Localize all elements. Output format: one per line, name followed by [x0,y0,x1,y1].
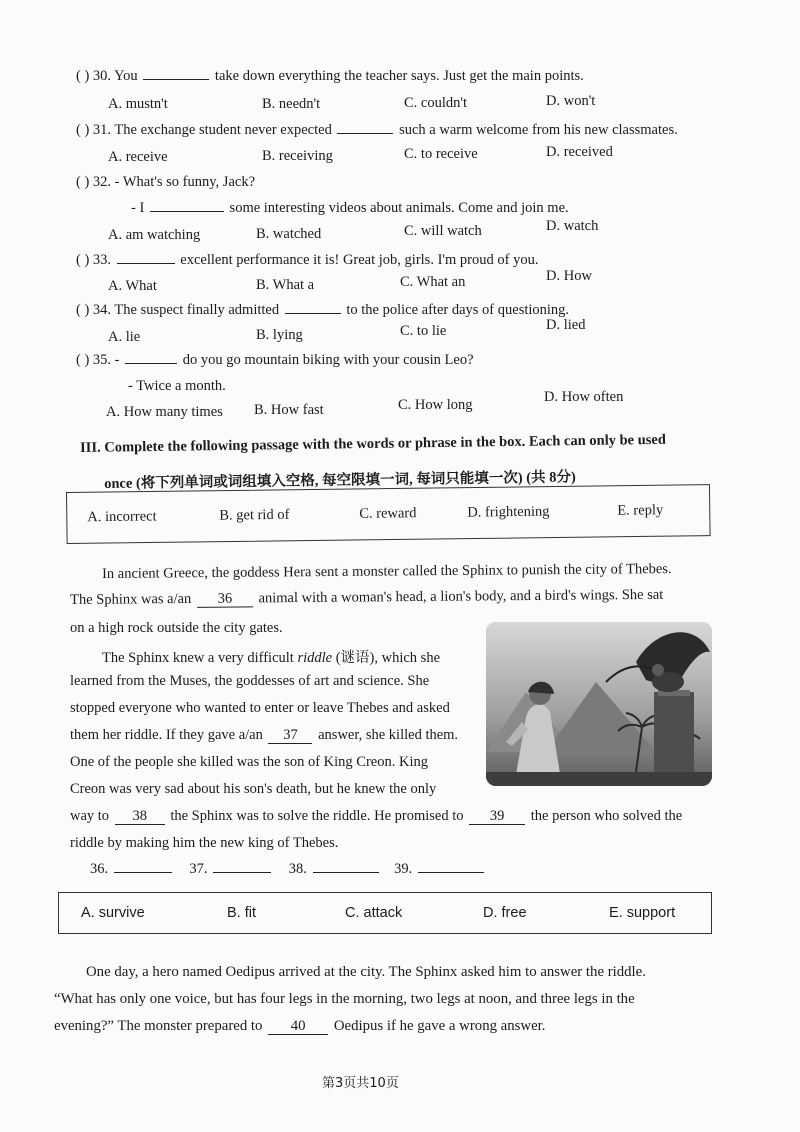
word-option: D. frightening [467,503,550,521]
text: The Sphinx was a/an [70,590,192,608]
answer-number: 36. [90,861,109,877]
option-a: A. am watching [108,227,201,243]
question-text-after: do you go mountain biking with your cousin Leo? [182,352,474,368]
question-32 [76,174,255,191]
word-option: D. free [483,905,527,921]
para2-line1 [102,646,440,667]
option-d: D. won't [546,93,596,109]
option-a: A. lie [108,329,141,345]
text: The Sphinx knew a very difficult [102,650,294,666]
option-a: A. How many times [106,404,223,420]
option-a: A. What [108,278,157,294]
option-b: B. needn't [262,96,321,112]
answer-bracket[interactable]: ( ) [76,174,90,190]
answer-bracket[interactable]: ( ) [76,302,90,318]
text: Oedipus if he gave a wrong answer. [333,1018,546,1034]
question-text-after: such a warm welcome from his new classmates. [399,122,678,138]
option-a: A. mustn't [108,96,168,112]
answer-number: 39. [394,861,413,877]
question-text-after: to the police after days of questioning. [346,302,570,318]
question-number: 31. [92,122,112,138]
text: way to [70,808,110,824]
question-text-before: You [114,68,138,84]
word-option: A. survive [81,905,145,921]
blank-40[interactable]: 40 [268,1018,328,1035]
word-option: C. reward [359,505,417,522]
answer-blank[interactable] [143,78,209,80]
word-option: C. attack [345,905,403,921]
option-b: B. watched [256,226,322,242]
question-number: 35. [92,352,112,368]
para3-line2: “What has only one voice, but has four legs in the morning, two legs at noon, and three legs in the [54,991,635,1007]
option-c: C. to receive [404,146,478,162]
answer-blank[interactable] [150,210,224,212]
text: them her riddle. If they gave a/an [70,727,263,743]
answer-blank-36[interactable] [114,871,172,873]
question-35-reply: - Twice a month. [128,378,226,394]
word-option: A. incorrect [87,508,157,526]
section-title: III. Complete the following passage with the words or phrase in the box. Each can only be used [80,431,666,456]
text: evening?” The monster prepared to [54,1018,263,1034]
answer-blank[interactable] [285,312,341,314]
option-c: C. How long [398,397,473,413]
option-b: B. How fast [254,402,324,418]
para2-line4 [70,727,458,744]
answer-blank-38[interactable] [313,871,379,873]
para1-line1: In ancient Greece, the goddess Hera sent a monster called the Sphinx to punish the city of Thebes. [102,561,672,582]
question-number: 30. [92,68,112,84]
option-c: C. What an [400,274,466,290]
option-b: B. receiving [262,148,333,164]
page-number: 第3页共10页 [322,1076,399,1091]
question-text-before: The suspect finally admitted [114,302,280,318]
question-number: 33. [92,252,112,268]
question-number: 32. [92,174,112,190]
question-32-line2 [131,200,569,217]
option-c: C. to lie [400,323,447,339]
text: answer, she killed them. [318,727,459,743]
option-c: C. will watch [404,223,482,239]
question-text-before: The exchange student never expected [114,122,332,138]
option-b: B. What a [256,277,315,293]
question-text-after: excellent performance it is! Great job, girls. I'm proud of you. [180,252,539,268]
answer-blank[interactable] [337,132,393,134]
section-title-line2: once (将下列单词或词组填入空格, 每空限填一词, 每词只能填一次) (共 8分) [104,469,576,492]
text: animal with a woman's head, a lion's body, and a bird's wings. She sat [258,586,664,607]
blank-37[interactable]: 37 [268,727,312,744]
answer-blank-39[interactable] [418,871,484,873]
option-b: B. lying [256,327,303,343]
answer-bracket[interactable]: ( ) [76,252,90,268]
para1-line3: on a high rock outside the city gates. [70,620,283,636]
para2-line7 [70,808,682,825]
answer-bracket[interactable]: ( ) [76,122,90,138]
question-text-before: - I [131,200,145,216]
question-34 [76,302,569,319]
option-d: D. How [546,268,592,284]
question-text-after: take down everything the teacher says. Just get the main points. [214,68,584,84]
answer-blank[interactable] [117,262,175,264]
option-d: D. watch [546,218,599,234]
question-text-before: - What's so funny, Jack? [114,174,255,190]
option-c: C. couldn't [404,95,468,111]
answer-bracket[interactable]: ( ) [76,68,90,84]
option-d: D. How often [544,389,624,405]
answer-row [90,861,486,878]
blank-38[interactable]: 38 [115,808,165,825]
question-text-before: - [114,352,120,368]
option-d: D. received [546,144,613,160]
word-option: B. get rid of [219,506,290,524]
question-31 [76,122,678,139]
answer-number: 38. [288,861,307,877]
para2-line5: One of the people she killed was the son of King Creon. King [70,754,428,770]
option-d: D. lied [546,317,586,333]
para2-line6: Creon was very sad about his son's death, but he knew the only [70,781,437,797]
answer-bracket[interactable]: ( ) [76,352,90,368]
riddle-word: riddle [297,650,333,666]
question-number: 34. [92,302,112,318]
word-box-2 [58,892,712,934]
word-option: E. support [609,905,676,921]
para2-line2: learned from the Muses, the goddesses of art and science. She [70,673,430,689]
question-30 [76,68,584,85]
sphinx-illustration [486,622,712,786]
para1-line2 [70,587,663,609]
word-box-1 [66,484,711,544]
answer-blank[interactable] [125,362,177,364]
text: the person who solved the [530,808,683,824]
blank-39[interactable]: 39 [469,808,525,825]
question-text-after: some interesting videos about animals. Come and join me. [229,200,569,216]
para2-line3: stopped everyone who wanted to enter or leave Thebes and asked [70,700,450,716]
question-33 [76,252,538,269]
question-35 [76,352,474,369]
word-option: E. reply [617,502,664,519]
option-a: A. receive [108,149,168,165]
text: the Sphinx was to solve the riddle. He promised to [170,808,464,824]
text: (谜语), which she [335,650,441,666]
answer-blank-37[interactable] [213,871,271,873]
para3-line3 [54,1018,545,1035]
answer-number: 37. [189,861,208,877]
blank-36[interactable]: 36 [197,590,253,607]
para2-line8: riddle by making him the new king of Thebes. [70,835,339,851]
word-option: B. fit [227,905,257,921]
para3-line1: One day, a hero named Oedipus arrived at the city. The Sphinx asked him to answer the riddle. [86,964,646,980]
